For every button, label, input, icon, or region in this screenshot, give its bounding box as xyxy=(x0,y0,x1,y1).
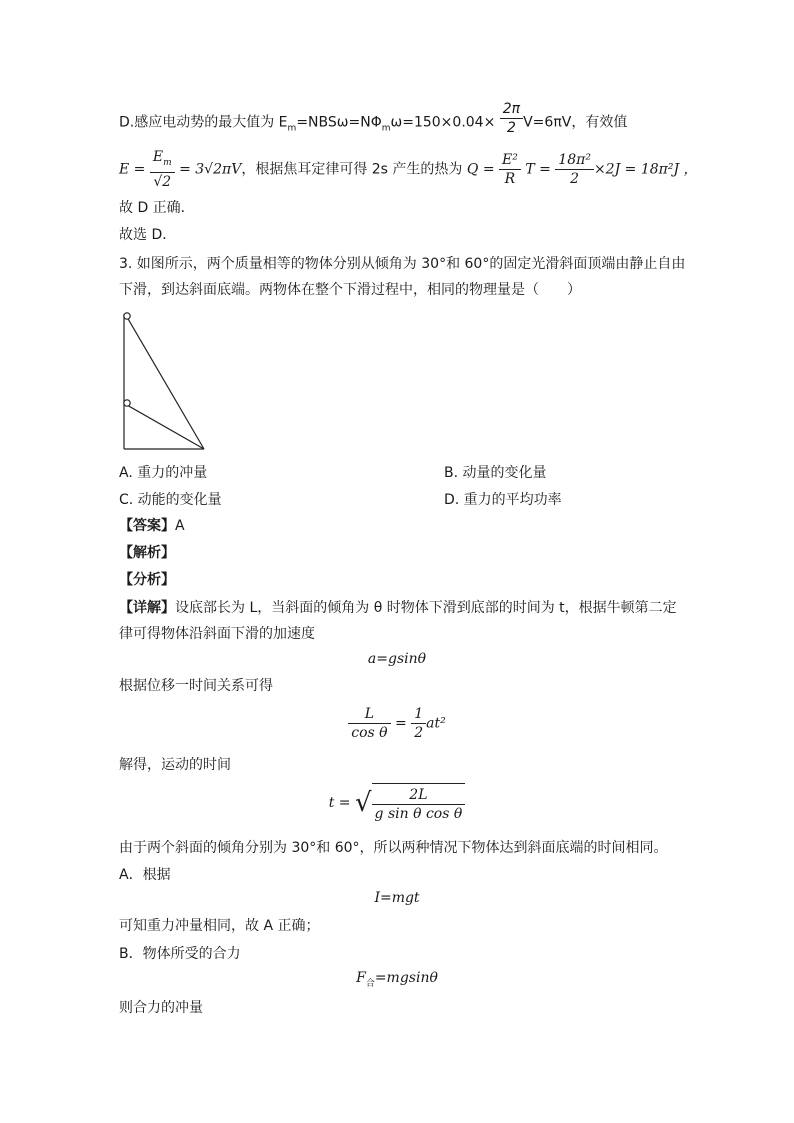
e-fraction: $\frac{E_m}{√2}$ xyxy=(150,148,175,191)
d1-fraction: $\frac{2\pi}{2}$ xyxy=(500,100,523,137)
text-net-impulse: 则合力的冲量 xyxy=(119,1000,203,1016)
detail-label: 【详解】 xyxy=(119,600,175,616)
q-lhs: Q = xyxy=(466,161,495,178)
text-same-time: 由于两个斜面的倾角分别为 30°和 60°，所以两种情况下物体达到斜面底端的时间相同。 xyxy=(119,840,668,856)
option-a: A. 重力的冲量 xyxy=(119,465,208,481)
e-rhs: = 3√2πV xyxy=(179,161,242,178)
detail-line-1 xyxy=(119,597,677,619)
d-line-2 xyxy=(119,148,698,191)
text-solve: 解得，运动的时间 xyxy=(119,757,231,773)
e-lhs: E = xyxy=(119,161,146,178)
eq-impulse: I=mgt xyxy=(374,890,420,906)
middle-ball-icon xyxy=(124,400,130,406)
question-3-line-1: 3. 如图所示，两个质量相等的物体分别从倾角为 30°和 60°的固定光滑斜面顶端由静止自由 xyxy=(119,256,686,272)
answer-value: A xyxy=(175,518,185,534)
option-b: B. 动量的变化量 xyxy=(444,465,547,481)
top-ball-icon xyxy=(124,313,130,319)
sqrt-sign-icon: √ xyxy=(354,788,372,818)
option-c: C. 动能的变化量 xyxy=(119,492,222,508)
eq-net-force: $F_合=mgsin\theta$ xyxy=(356,970,438,989)
detail-line-2: 律可得物体沿斜面下滑的加速度 xyxy=(119,626,315,642)
text-a-conclusion: 可知重力冲量相同，故 A 正确； xyxy=(119,918,320,934)
answer-line xyxy=(119,515,185,537)
text-option-a: A．根据 xyxy=(119,867,171,883)
analysis-label: 【解析】 xyxy=(119,545,175,561)
d-line-1 xyxy=(119,101,628,141)
q-fraction-1: $\frac{\text{E²}}{R}$ xyxy=(499,151,521,188)
eq-displacement: $\frac{L}{\text{cos θ}}$ = $\frac{1}{2}$ at² xyxy=(0,705,794,742)
d1-tail: V=6πV，有效值 xyxy=(523,114,628,131)
d1-mid2: ω=150×0.04× xyxy=(390,114,496,131)
detail-text-1: 设底部长为 L，当斜面的倾角为 θ 时物体下滑到底部的时间为 t，根据牛顿第二定 xyxy=(175,600,677,616)
shallow-incline xyxy=(127,405,204,449)
q-tail: ×2J = 18π²J ， xyxy=(593,161,698,178)
d1-lead: D.感应电动势的最大值为 E xyxy=(119,114,288,131)
d1-sub2: m xyxy=(381,123,391,134)
answer-label: 【答案】 xyxy=(119,518,175,534)
fenxi-label: 【分析】 xyxy=(119,572,175,588)
text-option-b: B．物体所受的合力 xyxy=(119,946,241,962)
steep-incline xyxy=(127,317,204,449)
q-fraction-2: $\frac{\text{18π²}}{2}$ xyxy=(555,151,594,188)
d-line-3: 故 D 正确． xyxy=(119,200,195,216)
eq-time: t = √ $\frac{2L}{\text{g sin θ cos θ}}$ xyxy=(0,783,794,823)
d1-sub1: m xyxy=(287,123,297,134)
question-3-line-2: 下滑，到达斜面底端。两物体在整个下滑过程中，相同的物理量是（ ） xyxy=(119,282,581,298)
incline-figure xyxy=(116,308,236,458)
option-d: D. 重力的平均功率 xyxy=(444,492,562,508)
d-line-4: 故选 D． xyxy=(119,227,177,243)
text-displacement: 根据位移一时间关系可得 xyxy=(119,678,273,694)
eq-acceleration: a=gsinθ xyxy=(367,651,427,667)
d1-mid: =NBSω=NΦ xyxy=(296,114,382,131)
q-mid: T = xyxy=(525,161,551,178)
d2-text: ，根据焦耳定律可得 2s 产生的热为 xyxy=(241,161,463,178)
